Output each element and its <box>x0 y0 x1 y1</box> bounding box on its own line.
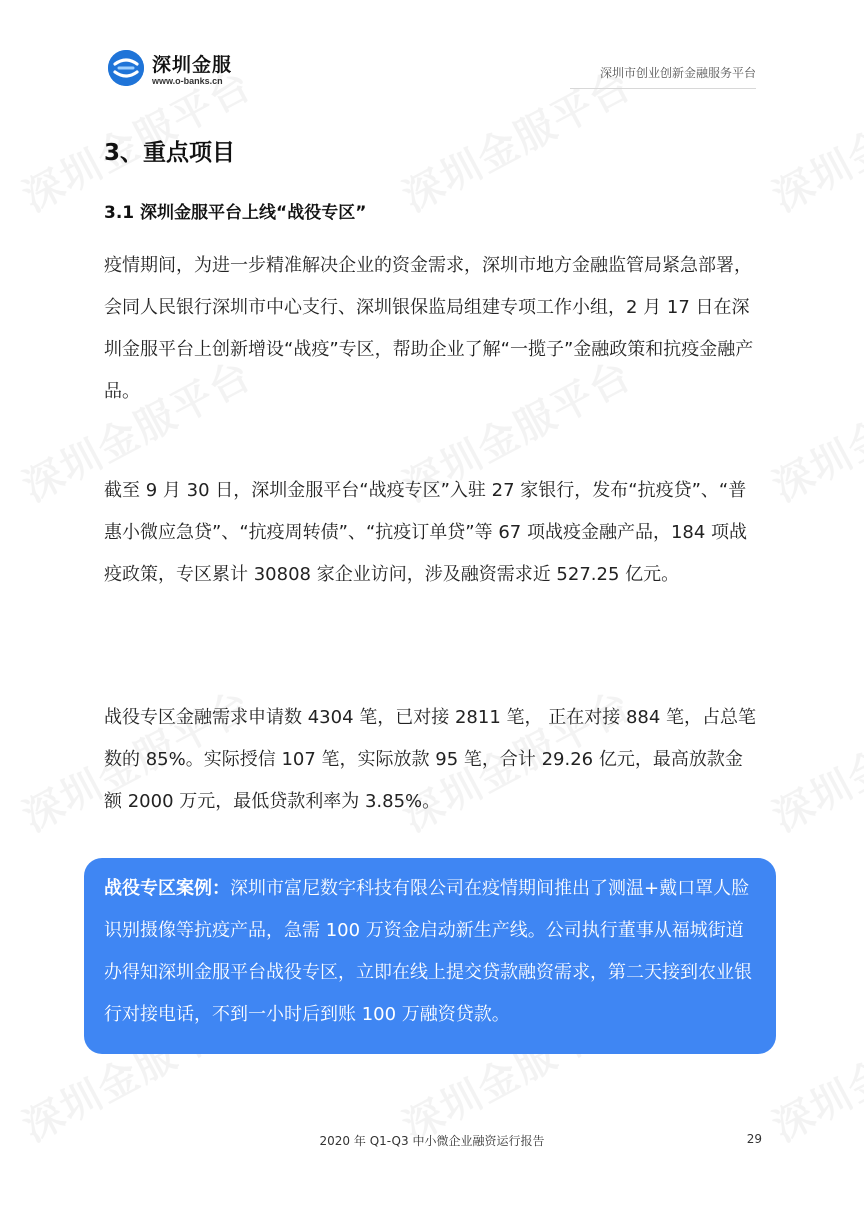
case-callout-box <box>84 858 776 1054</box>
page-header <box>0 0 864 100</box>
logo-name: 深圳金服 <box>152 54 233 76</box>
header-divider <box>570 88 756 89</box>
footer-report-title: 2020 年 Q1-Q3 中小微企业融资运行报告 <box>319 1134 545 1148</box>
paragraph: 疫情期间，为进一步精准解决企业的资金需求，深圳市地方金融监管局紧急部署，会同人民银行深圳市中心支行、深圳银保监局组建专项工作小组，2 月 17 日在深圳金服平台上创新增设“战疫”专区，帮助企业了解“一揽子”金融政策和抗疫金融产品。 <box>104 255 754 402</box>
logo-url: www.o-banks.cn <box>152 76 223 86</box>
platform-name: 深圳市创业创新金融服务平台 <box>599 66 756 80</box>
page-number: 29 <box>746 1132 762 1146</box>
case-body: 深圳市富尼数字科技有限公司在疫情期间推出了测温+戴口罩人脸识别摄像等抗疫产品，急需 100 万资金启动新生产线。公司执行董事从福城街道办得知深圳金服平台战役专区，立即在线上提交贷款融资需求，第二天接到农业银行对接电话，不到一小时后到账 100 万融资贷款。 <box>104 878 752 1025</box>
watermark <box>761 674 864 843</box>
watermark <box>761 984 864 1153</box>
paragraph: 战役专区金融需求申请数 4304 笔，已对接 2811 笔， 正在对接 884 笔，占总笔数的 85%。实际授信 107 笔，实际放款 95 笔，合计 29.26 亿元，最高放款金额 2000 万元，最低贷款利率为 3.85%。 <box>104 707 757 812</box>
subsection-title: 3.1 深圳金服平台上线“战役专区” <box>104 203 367 223</box>
paragraph: 截至 9 月 30 日，深圳金服平台“战疫专区”入驻 27 家银行，发布“抗疫贷”、“普惠小微应急贷”、“抗疫周转债”、“抗疫订单贷”等 67 项战疫金融产品，184 项战疫政策，专区累计 30808 家企业访问，涉及融资需求近 527.25 亿元。 <box>104 480 748 585</box>
case-callout-text <box>104 868 756 1036</box>
case-label: 战役专区案例： <box>104 878 230 899</box>
watermark <box>761 344 864 513</box>
section-title: 3、重点项目 <box>104 140 236 166</box>
logo-icon <box>108 50 144 86</box>
